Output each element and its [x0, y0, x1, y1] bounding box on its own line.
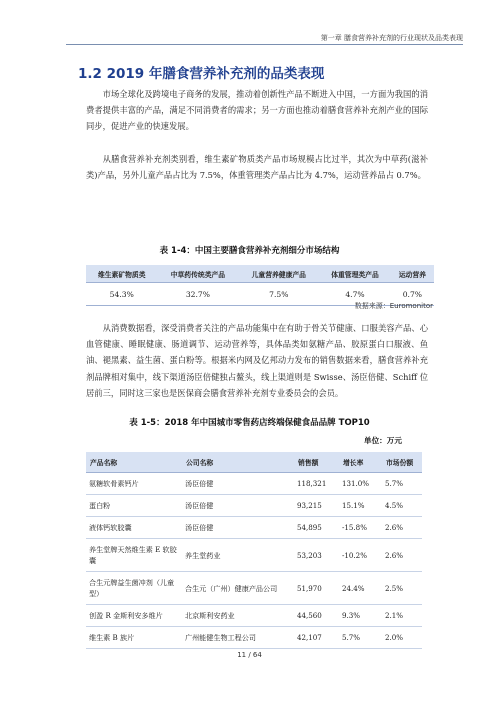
share-cell: 2.5%: [382, 572, 422, 605]
company-name-cell: 养生堂药业: [182, 539, 294, 572]
table-row: [86, 495, 422, 517]
table-row: [86, 473, 422, 495]
sales-cell: 93,215: [294, 495, 339, 517]
product-name-cell: 蛋白粉: [86, 495, 182, 517]
company-name-cell: 合生元（广州）健康产品公司: [182, 572, 294, 605]
growth-cell: 24.4%: [339, 572, 382, 605]
top10-brands-table: [86, 452, 422, 649]
growth-cell: -10.2%: [339, 539, 382, 572]
product-name-cell: 合生元牌益生菌冲剂（儿童型）: [86, 572, 182, 605]
table-row: [86, 605, 422, 627]
growth-cell: 9.3%: [339, 605, 382, 627]
table2-header-cell: 增长率: [339, 452, 382, 473]
product-name-cell: 创盈 R 金斯利安多维片: [86, 605, 182, 627]
paragraph-market-globalization: 市场全球化及跨境电子商务的发展，推动着创新性产品不断进入中国，一方面为我国的消费者提供丰富的产品，满足不同消费者的需求；另一方面也推动着膳食营养补充剂产业的国际同步，促进产业的快速发展。: [86, 89, 428, 132]
growth-cell: -15.8%: [339, 517, 382, 539]
table1-value-cell: 32.7%: [157, 283, 238, 306]
company-name-cell: 北京斯利安药业: [182, 605, 294, 627]
table-row: [86, 572, 422, 605]
share-cell: 5.7%: [382, 473, 422, 495]
growth-cell: 5.7%: [339, 627, 382, 649]
product-name-cell: 氨糖软骨素钙片: [86, 473, 182, 495]
table1-header-cell: 体重管理类产品: [319, 265, 390, 283]
table2-header-cell: 销售额: [294, 452, 339, 473]
product-name-cell: 液体钙软胶囊: [86, 517, 182, 539]
table1-caption: 表 1-4：中国主要膳食营养补充剂细分市场结构: [159, 246, 340, 256]
sales-cell: 44,560: [294, 605, 339, 627]
table2-header-row: [86, 452, 422, 473]
table1-value-cell: 0.7%: [391, 283, 434, 306]
company-name-cell: 汤臣倍健: [182, 473, 294, 495]
table2-unit: 单位：万元: [364, 436, 402, 445]
sales-cell: 118,321: [294, 473, 339, 495]
paragraph-consumption-data: 从消费数据看，深受消费者关注的产品功能集中在有助于骨关节健康、口服美容产品、心血管健康、睡眠健康、肠道调节、运动营养等，具体品类如氨糖产品、胶原蛋白口服液、鱼油、褪黑素、益生菌、蛋白粉等。根据米内网及亿邦动力发布的销售数据来看，膳食营养补充剂品牌相对集中，线下渠道汤臣倍健独占鳌头，线上渠道则是 Swisse、汤臣倍健、Schiff 位居前三，同时这三家也是医保商会膳食营养补充剂专业委员会的会员。: [86, 323, 428, 398]
header-rule: [66, 44, 463, 45]
table1-header-cell: 中草药传统类产品: [157, 265, 238, 283]
segment-structure-table: [86, 265, 434, 306]
share-cell: 2.1%: [382, 605, 422, 627]
page-number: 11 / 64: [237, 651, 262, 659]
table-row: [86, 627, 422, 649]
product-name-cell: 维生素 B 族片: [86, 627, 182, 649]
sales-cell: 53,203: [294, 539, 339, 572]
section-title: 1.2 2019 年膳食营养补充剂的品类表现: [78, 66, 325, 82]
sales-cell: 51,970: [294, 572, 339, 605]
table1-value-cell: 4.7%: [319, 283, 390, 306]
table2-caption: 表 1-5：2018 年中国城市零售药店终端保健食品品牌 TOP10: [129, 418, 370, 428]
table-row: [86, 539, 422, 572]
share-cell: 2.0%: [382, 627, 422, 649]
sales-cell: 42,107: [294, 627, 339, 649]
share-cell: 4.5%: [382, 495, 422, 517]
share-cell: 2.6%: [382, 539, 422, 572]
company-name-cell: 汤臣倍健: [182, 517, 294, 539]
table2-header-cell: 公司名称: [182, 452, 294, 473]
growth-cell: 131.0%: [339, 473, 382, 495]
sales-cell: 54,895: [294, 517, 339, 539]
share-cell: 2.6%: [382, 517, 422, 539]
company-name-cell: 汤臣倍健: [182, 495, 294, 517]
product-name-cell: 养生堂牌天然维生素 E 软胶囊: [86, 539, 182, 572]
table1-header-cell: 维生素矿物质类: [86, 265, 157, 283]
table-row: [86, 517, 422, 539]
table1-header-cell: 儿童营养健康产品: [238, 265, 319, 283]
table1-value-cell: 7.5%: [238, 283, 319, 306]
growth-cell: 15.1%: [339, 495, 382, 517]
table2-header-cell: 产品名称: [86, 452, 182, 473]
table2-header-cell: 市场份额: [382, 452, 422, 473]
running-header: 第一章 膳食营养补充剂的行业现状及品类表现: [320, 34, 463, 42]
paragraph-category-share: 从膳食营养补充剂类别看，维生素矿物质类产品市场规模占比过半，其次为中草药(滋补类)产品，另外儿童产品占比为 7.5%，体重管理类产品占比为 4.7%，运动营养品占 0.7%。: [86, 154, 428, 181]
table1-source: 数据来源：Euromonitor: [354, 302, 433, 310]
table1-header-cell: 运动营养: [391, 265, 434, 283]
table1-value-cell: 54.3%: [86, 283, 157, 306]
table1-header-row: [86, 265, 434, 283]
company-name-cell: 广州能健生物工程公司: [182, 627, 294, 649]
